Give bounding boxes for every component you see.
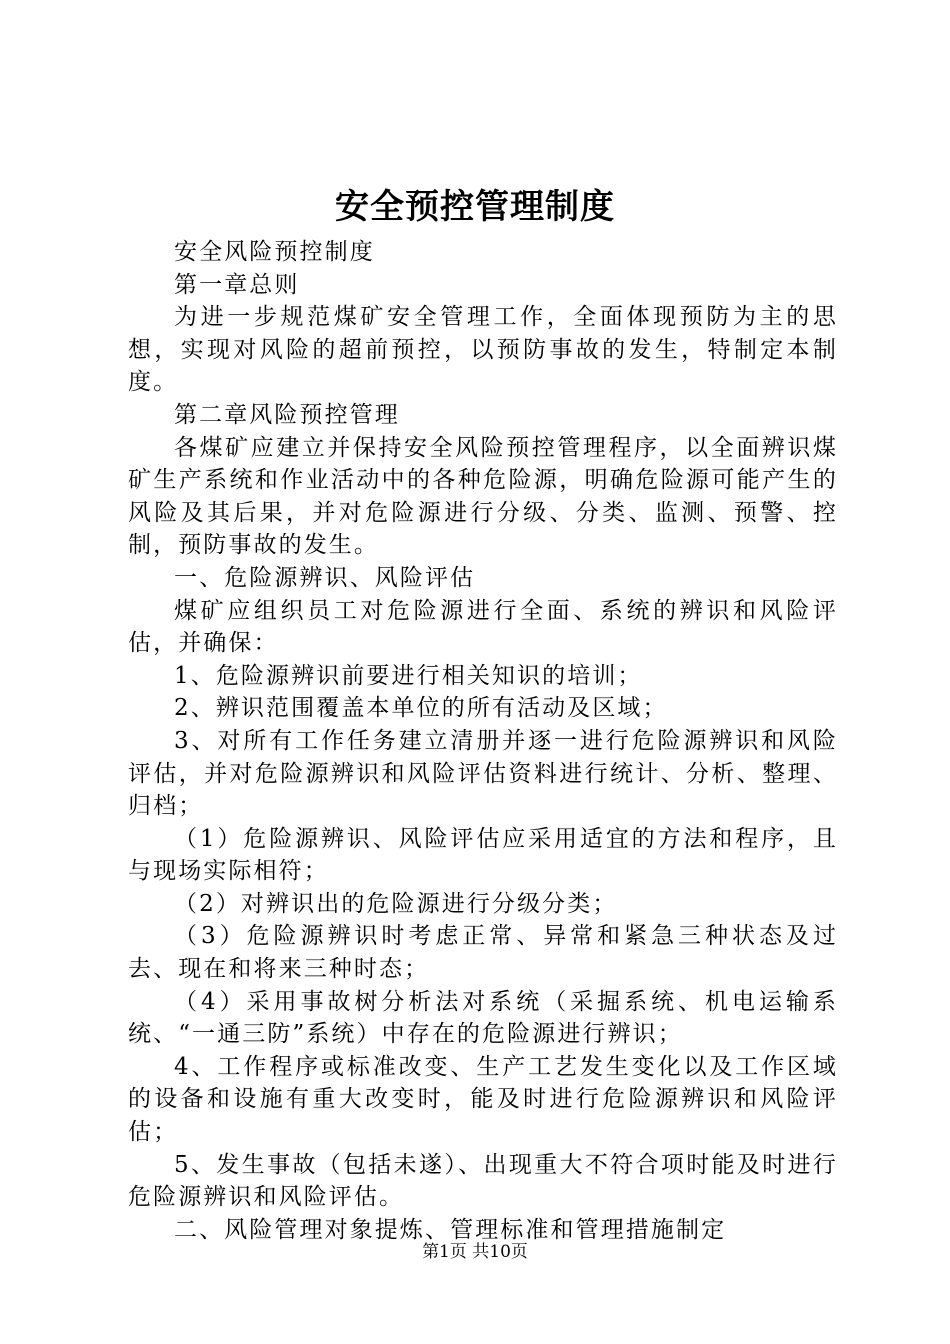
list-item: 5、发生事故（包括未遂）、出现重大不符合项时能及时进行危险源辨识和风险评估。 [128,1151,838,1211]
list-item: 2、辨识范围覆盖本单位的所有活动及区域； [174,695,668,722]
paragraph: 安全风险预控制度 [174,239,375,265]
sub-list-item: （1）危险源辨识、风险评估应采用适宜的方法和程序，且与现场实际相符； [128,825,838,885]
chapter-heading: 第二章风险预控管理 [174,401,400,428]
document-body [128,236,838,1246]
sub-list-item: （3）危险源辨识时考虑正常、异常和紧急三种状态及过去、现在和将来三种时态； [128,923,838,983]
sub-list-item: （4）采用事故树分析法对系统（采掘系统、机电运输系统、“一通三防”系统）中存在的危险源进行辨识； [128,988,838,1048]
page-footer: 第1页 共10页 [422,1242,528,1262]
paragraph: 煤矿应组织员工对危险源进行全面、系统的辨识和风险评估，并确保： [128,597,838,657]
section-heading: 二、风险管理对象提炼、管理标准和管理措施制定 [174,1216,727,1243]
list-item: 1、危险源辨识前要进行相关知识的培训； [174,662,643,689]
list-item: 4、工作程序或标准改变、生产工艺发生变化以及工作区域的设备和设施有重大改变时，能及时进行危险源辨识和风险评估； [128,1053,838,1146]
document-title: 安全预控管理制度 [335,187,615,227]
sub-list-item: （2）对辨识出的危险源进行分级分类； [174,890,618,917]
chapter-heading: 第一章总则 [174,271,300,298]
section-heading: 一、危险源辨识、风险评估 [174,564,476,591]
paragraph: 各煤矿应建立并保持安全风险预控管理程序，以全面辨识煤矿生产系统和作业活动中的各种危险源，明确危险源可能产生的风险及其后果，并对危险源进行分级、分类、监测、预警、控制，预防事故的发生。 [128,434,838,559]
list-item: 3、对所有工作任务建立清册并逐一进行危险源辨识和风险评估，并对危险源辨识和风险评估资料进行统计、分析、整理、归档； [128,727,838,820]
paragraph: 为进一步规范煤矿安全管理工作，全面体现预防为主的思想，实现对风险的超前预控，以预防事故的发生，特制定本制度。 [128,304,838,396]
